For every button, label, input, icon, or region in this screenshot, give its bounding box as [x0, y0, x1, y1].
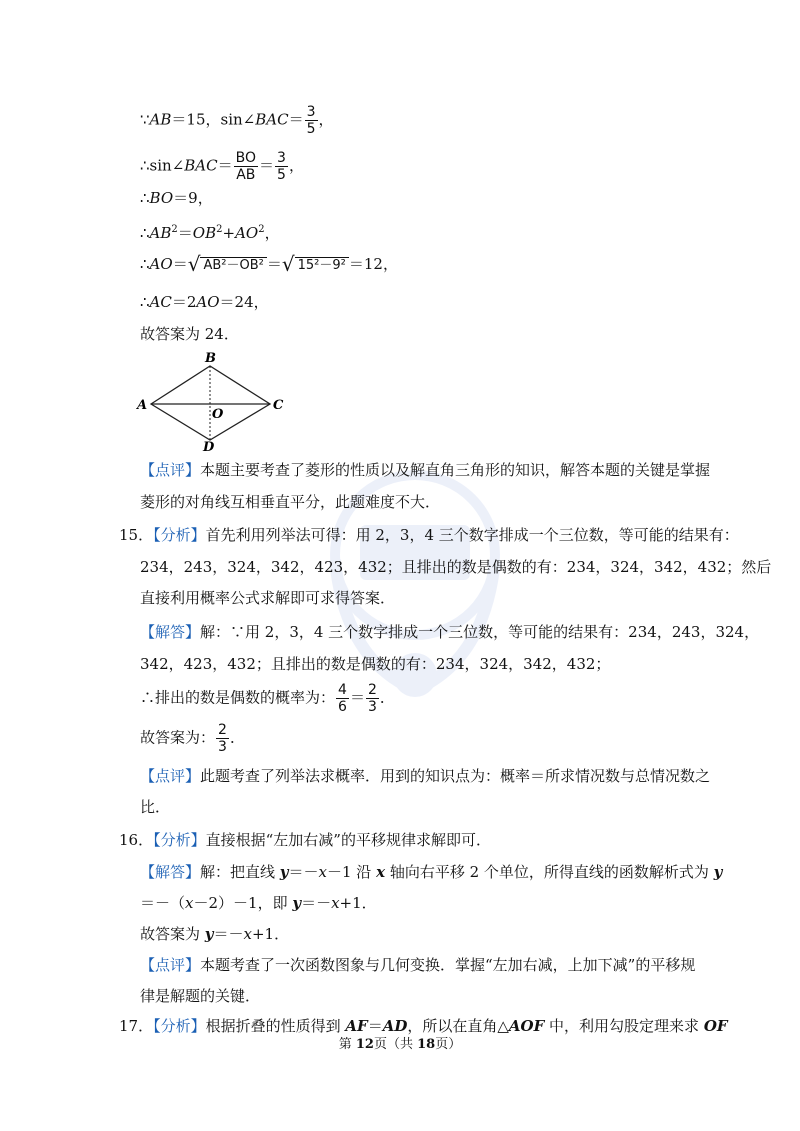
analysis-15-line3: 直接利用概率公式求解即可求得答案． — [140, 589, 396, 607]
line-answer-24: 故答案为 24． — [140, 325, 239, 343]
label-a: A — [137, 398, 148, 413]
line-ao-sqrt: ∴AO＝√ AB²－OB² ＝√ 15²－9² ＝12， — [140, 252, 398, 276]
solution-16-line1: 【解答】解：把直线 y＝－x－1 沿 x 轴向右平移 2 个单位，所得直线的函数解析式为 y — [140, 863, 723, 881]
line-ac: ∴AC＝2AO＝24， — [140, 293, 269, 311]
fraction-2-3: $\frac{2}{3}$ — [367, 682, 377, 715]
line-bo: ∴BO＝9， — [140, 189, 213, 207]
line-sin-ratio: ∴sin∠BAC＝ $\frac{BO}{AB}$ ＝ $\frac{3}{5}$ ， — [140, 150, 304, 183]
fraction-answer-2-3: $\frac{2}{3}$ — [218, 722, 227, 755]
comment-16-line2: 律是解题的关键． — [140, 987, 261, 1005]
label-d: D — [203, 440, 215, 452]
label-c: C — [273, 398, 284, 413]
answer-16-line: 故答案为 y＝－x+1． — [140, 925, 290, 943]
analysis-tag: 【分析】 — [153, 831, 206, 849]
comment-16-line1: 【点评】本题考查了一次函数图象与几何变换．掌握“左加右减，上加下减”的平移规 — [140, 956, 696, 974]
fraction-bo-ab: $\frac{BO}{AB}$ — [235, 150, 257, 183]
analysis-17-line: 17．【分析】根据折叠的性质得到 AF＝AD，所以在直角△AOF 中，利用勾股定理来求 OF — [119, 1017, 728, 1035]
solution-15-line2: 342，423，432；且排出的数是偶数的有：234，324，342，432； — [140, 655, 611, 673]
line-sin-given: ∵AB＝15，sin∠BAC＝ $\frac{3}{5}$ ， — [140, 104, 334, 137]
comment-tag: 【点评】 — [140, 461, 201, 479]
solution-tag: 【解答】 — [140, 863, 201, 881]
comment-tag: 【点评】 — [140, 767, 201, 785]
probability-line: ∴排出的数是偶数的概率为： $\frac{4}{6}$ ＝ $\frac{2}{3}$ ． — [140, 682, 395, 715]
sqrt-15-9: 15²－9² — [295, 257, 349, 274]
line-pythagoras: $\therefore AB^2=OB^2+AO^2$， — [140, 224, 280, 242]
fraction-3-5-b: $\frac{3}{5}$ — [277, 150, 286, 183]
rhombus-diagram — [135, 348, 295, 452]
analysis-tag: 【分析】 — [153, 1017, 206, 1035]
analysis-tag: 【分析】 — [153, 526, 206, 544]
page-footer: 第 12页（共 18页） — [338, 1037, 462, 1052]
solution-15-line1: 【解答】解：∵用 2，3，4 三个数字排成一个三位数，等可能的结果有：234，243，324， — [140, 623, 760, 641]
solution-tag: 【解答】 — [140, 623, 201, 641]
label-o: O — [212, 407, 224, 422]
analysis-16-line: 16．【分析】直接根据“左加右减”的平移规律求解即可． — [119, 831, 491, 849]
answer-15-line: 故答案为： $\frac{2}{3}$ ． — [140, 722, 245, 755]
comment-tag: 【点评】 — [140, 956, 201, 974]
sqrt-ab-ob: AB²－OB² — [200, 257, 266, 274]
fraction-4-6: $\frac{4}{6}$ — [338, 682, 347, 715]
comment-14-line1: 【点评】本题主要考查了菱形的性质以及解直角三角形的知识，解答本题的关键是掌握 — [140, 461, 711, 479]
comment-14-line2: 菱形的对角线互相垂直平分，此题难度不大． — [140, 493, 441, 511]
comment-15-line2: 比． — [140, 798, 171, 816]
fraction-3-5: $\frac{3}{5}$ — [306, 104, 316, 137]
analysis-15-line1: 15．【分析】首先利用列举法可得：用 2，3，4 三个数字排成一个三位数，等可能的结果有： — [119, 526, 739, 544]
page-number: 12 — [355, 1037, 374, 1052]
page-total: 18 — [417, 1037, 436, 1052]
analysis-15-line2: 234，243，324，342，423，432；且排出的数是偶数的有：234，324，342，432；然后 — [140, 558, 772, 576]
comment-15-line1: 【点评】此题考查了列举法求概率．用到的知识点为：概率＝所求情况数与总情况数之 — [140, 767, 711, 785]
label-b: B — [205, 351, 216, 366]
solution-16-line2: ＝－（x－2）－1，即 y＝－x+1． — [140, 894, 377, 912]
